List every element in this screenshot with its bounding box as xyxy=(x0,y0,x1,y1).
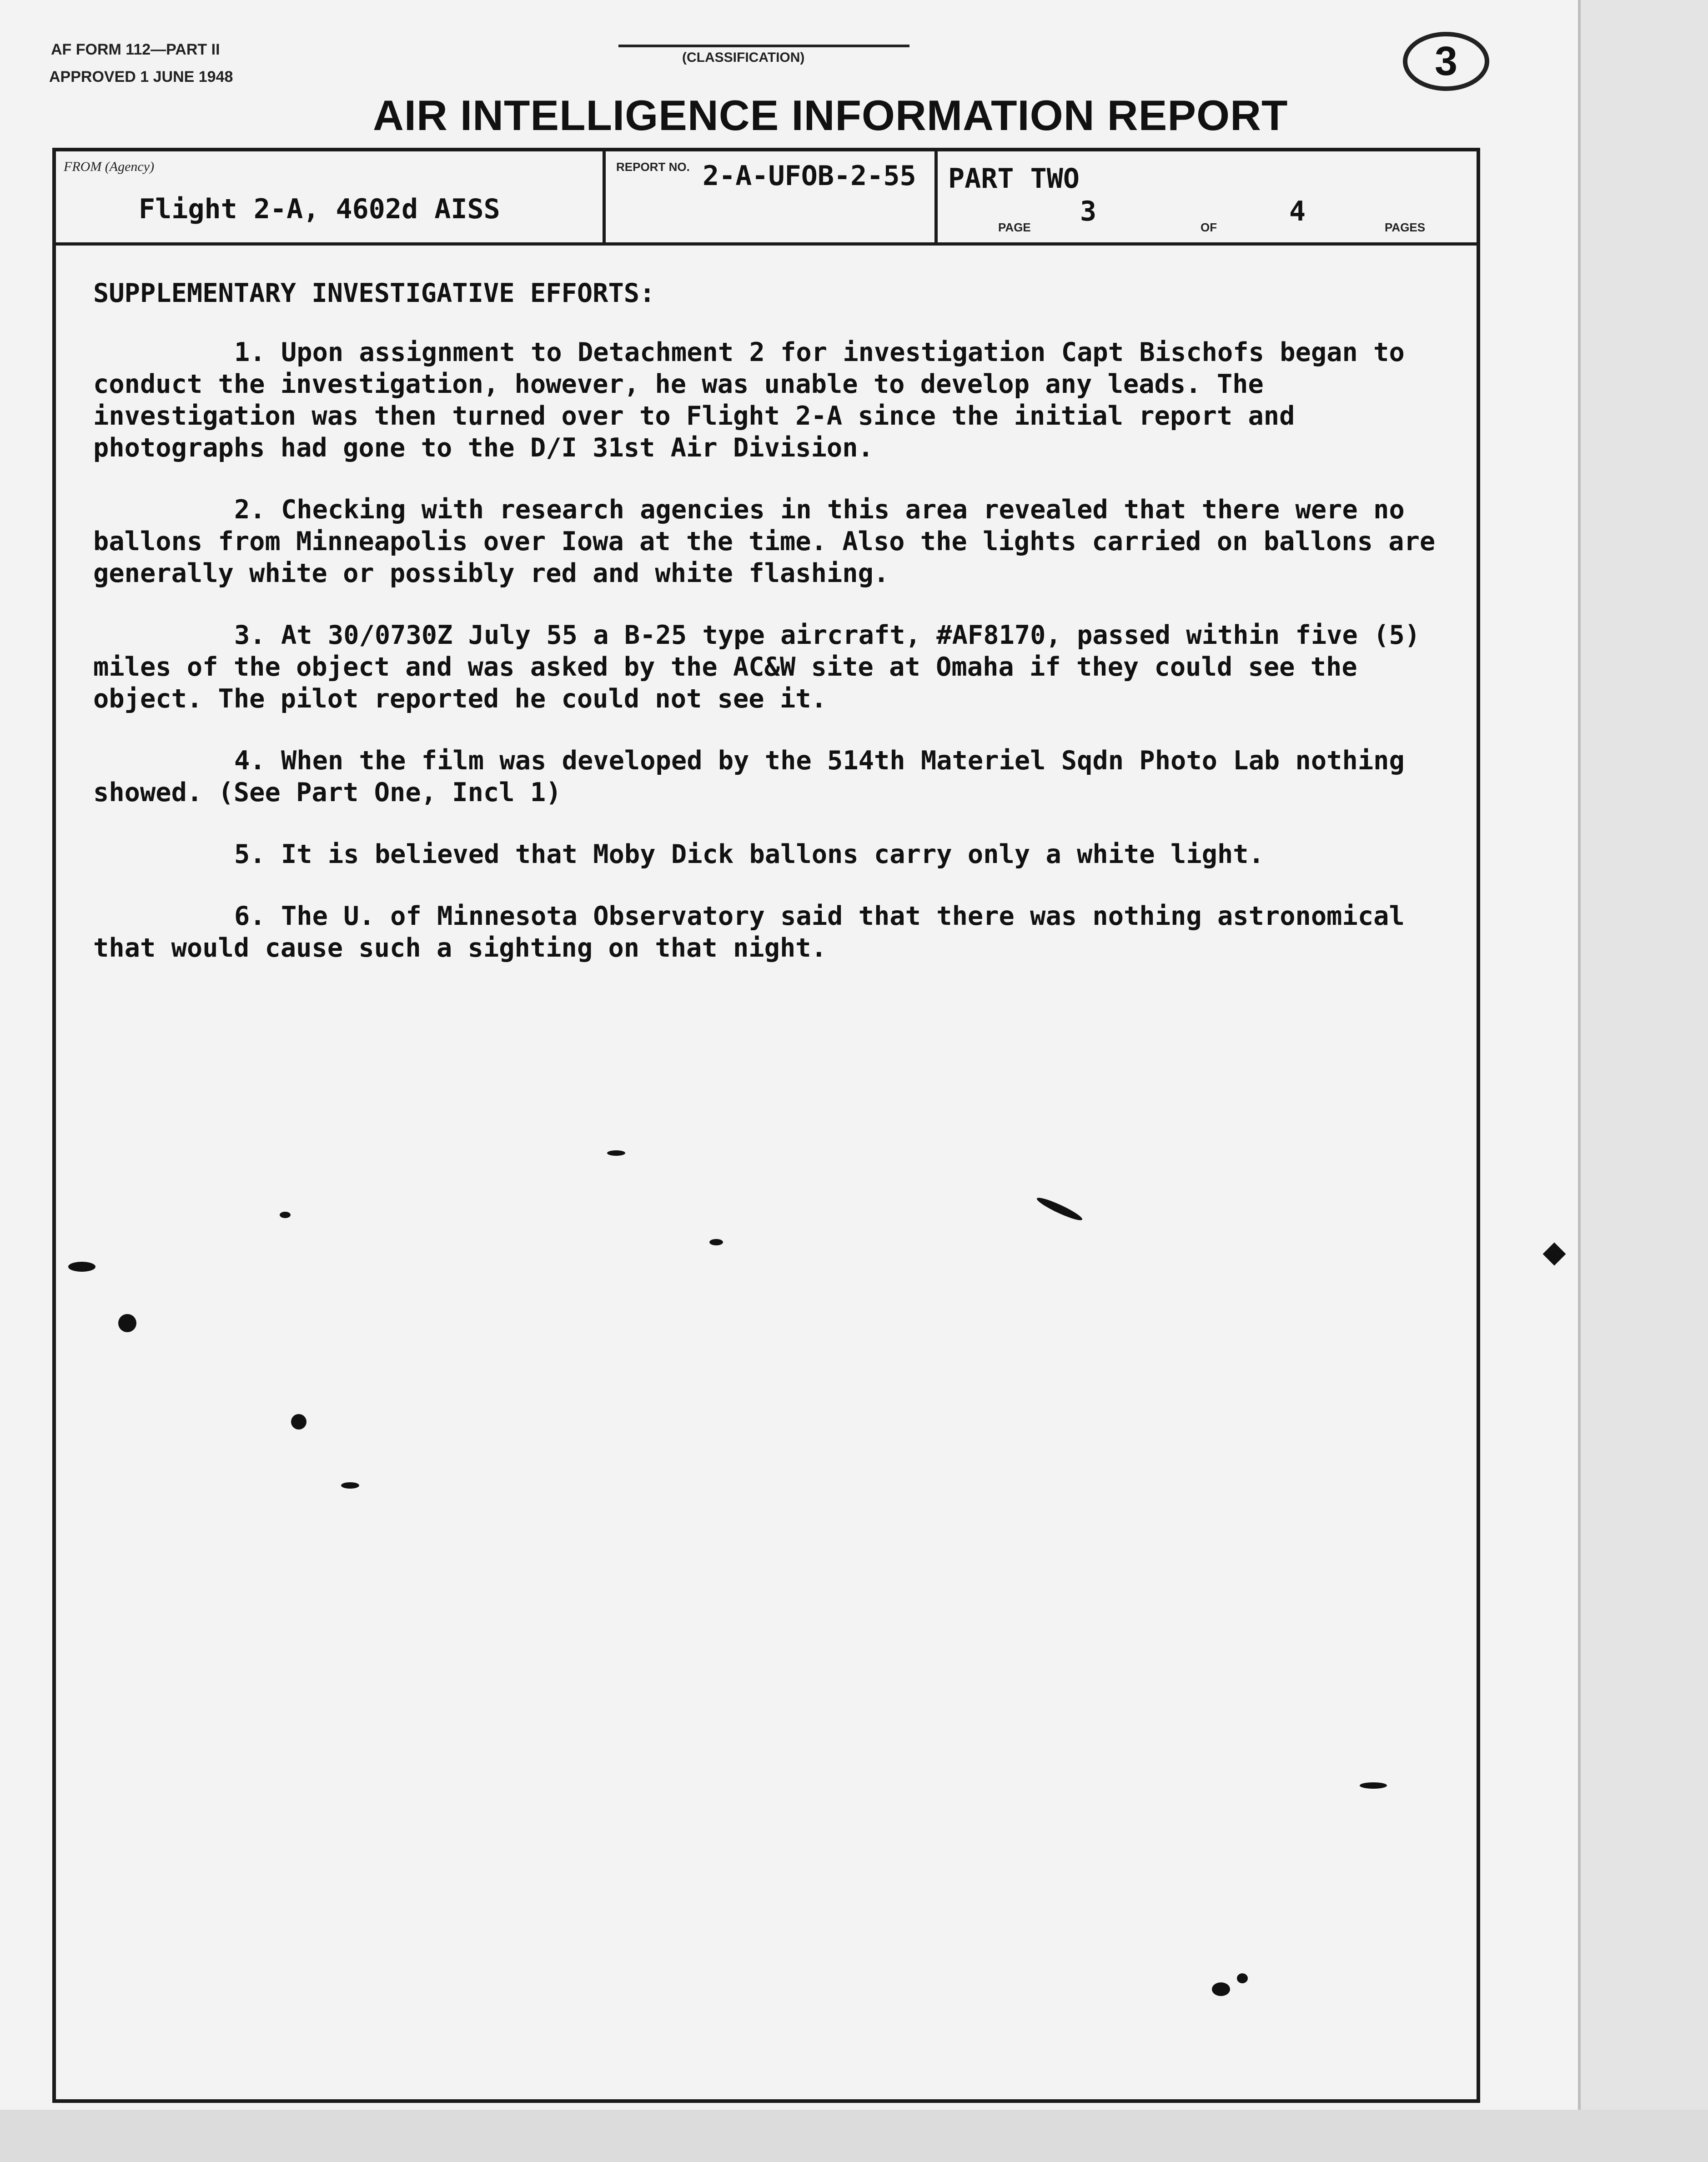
handwritten-page-mark: 3 xyxy=(1403,32,1489,91)
paragraph-1: 1. Upon assignment to Detachment 2 for investigation Capt Bischofs began to conduct the investigation, however, he was unable to develop any leads. The investigation was then turned over to Flight 2-A since the initial report and photographs had gone to the D/I 31st Air Division. xyxy=(93,337,1405,463)
page-value: 3 xyxy=(1080,196,1097,227)
form-number: AF FORM 112—PART II xyxy=(51,41,220,58)
header-divider-1 xyxy=(603,148,606,246)
scan-speck xyxy=(1237,1973,1248,1983)
scan-speck xyxy=(280,1212,291,1218)
from-value: Flight 2-A, 4602d AISS xyxy=(139,193,500,225)
paragraph-2: 2. Checking with research agencies in this area revealed that there were no ballons from Minneapolis over Iowa at the time. Also the lights carried on ballons are generally white or possibly red and white flashing. xyxy=(93,495,1436,588)
paragraph-5: 5. It is believed that Moby Dick ballons carry only a white light. xyxy=(234,839,1264,869)
scan-speck xyxy=(1212,1982,1230,1996)
scan-speck xyxy=(118,1314,136,1332)
scan-speck xyxy=(341,1482,359,1489)
report-body xyxy=(93,277,1453,994)
page-label: PAGE xyxy=(998,221,1031,234)
scan-speck xyxy=(607,1150,625,1156)
scan-speck xyxy=(1360,1782,1387,1789)
scan-speck xyxy=(68,1262,95,1272)
report-title: AIR INTELLIGENCE INFORMATION REPORT xyxy=(373,91,1288,139)
approval-date: APPROVED 1 JUNE 1948 xyxy=(49,68,233,85)
section-heading: SUPPLEMENTARY INVESTIGATIVE EFFORTS: xyxy=(93,278,655,308)
part-label: PART TWO xyxy=(948,163,1080,195)
classification-line xyxy=(618,45,909,47)
report-no-label: REPORT NO. xyxy=(616,160,690,174)
paragraph-3: 3. At 30/0730Z July 55 a B-25 type aircraft, #AF8170, passed within five (5) miles of the object and was asked by the AC&W site at Omaha if they could see the object. The pilot reported he could not see it. xyxy=(93,620,1421,714)
report-no-value: 2-A-UFOB-2-55 xyxy=(703,160,916,192)
scan-speck xyxy=(709,1239,723,1245)
pages-label: PAGES xyxy=(1385,221,1426,234)
classification-label: (CLASSIFICATION) xyxy=(682,50,805,65)
paragraph-4: 4. When the film was developed by the 514th Materiel Sqdn Photo Lab nothing showed. (See Part One, Incl 1) xyxy=(93,746,1405,808)
adjacent-page-edge xyxy=(1578,0,1708,2162)
scan-speck xyxy=(291,1414,306,1430)
paragraph-6: 6. The U. of Minnesota Observatory said that there was nothing astronomical that would cause such a sighting on that night. xyxy=(93,901,1405,963)
scan-bottom-margin xyxy=(0,2110,1708,2162)
of-label: OF xyxy=(1201,221,1217,234)
of-value: 4 xyxy=(1289,196,1306,227)
header-divider-2 xyxy=(934,148,938,246)
from-label: FROM (Agency) xyxy=(64,159,155,174)
